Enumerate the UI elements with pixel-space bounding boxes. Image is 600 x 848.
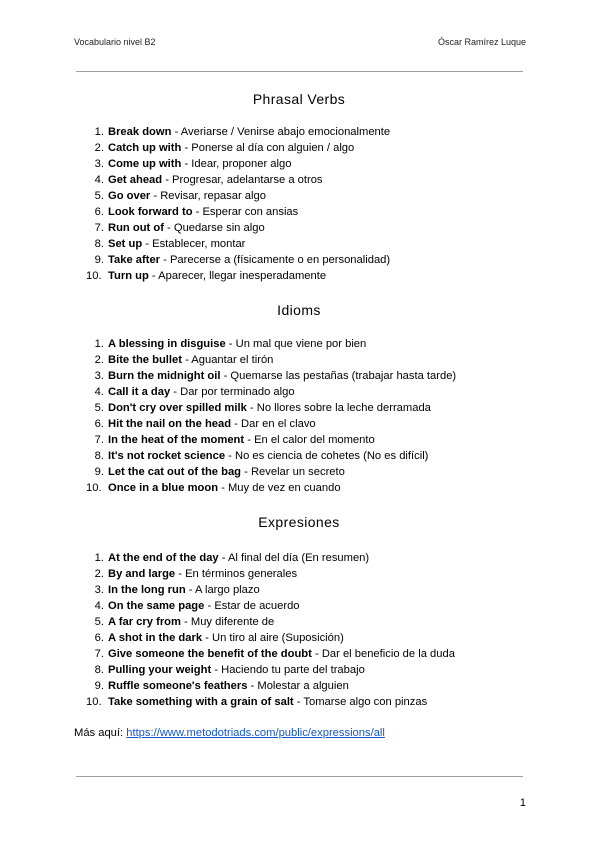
item-term: Burn the midnight oil bbox=[108, 370, 221, 382]
list-item bbox=[84, 464, 456, 480]
item-definition: - Muy diferente de bbox=[180, 616, 275, 628]
item-definition: - Revelar un secreto bbox=[241, 466, 345, 478]
item-definition: - Estar de acuerdo bbox=[204, 600, 300, 612]
item-term: At the end of the day bbox=[108, 552, 219, 564]
item-number: 5. bbox=[94, 190, 104, 202]
item-number: 4. bbox=[94, 174, 104, 186]
item-definition: - Quedarse sin algo bbox=[163, 222, 265, 234]
list-item bbox=[84, 236, 390, 252]
item-definition: - Parecerse a (físicamente o en personalidad) bbox=[160, 254, 391, 266]
item-number: 6. bbox=[94, 632, 104, 644]
idioms-list bbox=[84, 336, 456, 496]
list-item bbox=[84, 220, 390, 236]
item-term: Turn up bbox=[108, 270, 149, 282]
expresiones-list bbox=[84, 550, 455, 710]
list-item bbox=[84, 448, 456, 464]
item-number: 2. bbox=[94, 142, 104, 154]
item-term: Break down bbox=[108, 126, 172, 138]
item-definition: - Progresar, adelantarse a otros bbox=[162, 174, 323, 186]
item-number: 8. bbox=[94, 664, 104, 676]
item-definition: - Averiarse / Venirse abajo emocionalmente bbox=[171, 126, 391, 138]
list-item bbox=[84, 678, 455, 694]
item-term: Call it a day bbox=[108, 386, 171, 398]
item-number: 6. bbox=[94, 206, 104, 218]
more-info-label: Más aquí: bbox=[74, 727, 127, 739]
list-item bbox=[84, 432, 456, 448]
item-number: 2. bbox=[94, 354, 104, 366]
item-definition: - Aguantar el tirón bbox=[181, 354, 274, 366]
item-term: Don't cry over spilled milk bbox=[108, 402, 247, 414]
list-item bbox=[84, 582, 455, 598]
item-number: 10. bbox=[86, 482, 102, 494]
list-item bbox=[84, 480, 456, 496]
item-number: 7. bbox=[94, 648, 104, 660]
item-term: Get ahead bbox=[108, 174, 163, 186]
item-term: On the same page bbox=[108, 600, 205, 612]
item-number: 3. bbox=[94, 158, 104, 170]
list-item bbox=[84, 416, 456, 432]
list-item bbox=[84, 140, 390, 156]
item-term: A far cry from bbox=[108, 616, 181, 628]
list-item bbox=[84, 336, 456, 352]
item-definition: - Haciendo tu parte del trabajo bbox=[211, 664, 365, 676]
item-term: A blessing in disguise bbox=[108, 338, 226, 350]
item-number: 9. bbox=[94, 466, 104, 478]
item-term: Ruffle someone's feathers bbox=[108, 680, 248, 692]
item-number: 1. bbox=[94, 338, 104, 350]
item-number: 3. bbox=[94, 584, 104, 596]
item-definition: - Establecer, montar bbox=[142, 238, 246, 250]
list-item bbox=[84, 124, 390, 140]
item-definition: - Dar en el clavo bbox=[231, 418, 316, 430]
item-definition: - Quemarse las pestañas (trabajar hasta tarde) bbox=[220, 370, 457, 382]
more-info-line bbox=[74, 727, 385, 739]
item-term: Run out of bbox=[108, 222, 164, 234]
item-term: Catch up with bbox=[108, 142, 182, 154]
item-definition: - A largo plazo bbox=[185, 584, 260, 596]
page-number: 1 bbox=[519, 797, 526, 809]
item-term: Set up bbox=[108, 238, 143, 250]
item-number: 9. bbox=[94, 254, 104, 266]
list-item bbox=[84, 598, 455, 614]
list-item bbox=[84, 188, 390, 204]
item-term: Pulling your weight bbox=[108, 664, 212, 676]
item-term: Take something with a grain of salt bbox=[108, 696, 294, 708]
item-term: Hit the nail on the head bbox=[108, 418, 232, 430]
item-term: Take after bbox=[108, 254, 161, 266]
item-number: 4. bbox=[94, 600, 104, 612]
item-number: 4. bbox=[94, 386, 104, 398]
phrasal-verbs-list bbox=[84, 124, 390, 284]
list-item bbox=[84, 400, 456, 416]
more-info-link[interactable]: https://www.metodotriads.com/public/expressions/all bbox=[126, 727, 385, 739]
item-definition: - Al final del día (En resumen) bbox=[218, 552, 370, 564]
list-item bbox=[84, 614, 455, 630]
item-number: 8. bbox=[94, 238, 104, 250]
list-item bbox=[84, 630, 455, 646]
item-term: Bite the bullet bbox=[108, 354, 182, 366]
item-definition: - Esperar con ansias bbox=[192, 206, 299, 218]
item-number: 6. bbox=[94, 418, 104, 430]
item-definition: - Ponerse al día con alguien / algo bbox=[181, 142, 355, 154]
item-definition: - Dar por terminado algo bbox=[170, 386, 295, 398]
item-number: 1. bbox=[94, 126, 104, 138]
item-definition: - Idear, proponer algo bbox=[181, 158, 292, 170]
header-left-text: Vocabulario nivel B2 bbox=[74, 37, 156, 47]
item-number: 10. bbox=[86, 696, 102, 708]
list-item bbox=[84, 694, 455, 710]
item-definition: - En el calor del momento bbox=[244, 434, 375, 446]
item-number: 1. bbox=[94, 552, 104, 564]
list-item bbox=[84, 204, 390, 220]
header-divider bbox=[76, 71, 523, 72]
item-definition: - En términos generales bbox=[175, 568, 298, 580]
section-title-phrasal-verbs: Phrasal Verbs bbox=[252, 91, 346, 107]
list-item bbox=[84, 646, 455, 662]
item-definition: - No es ciencia de cohetes (No es difícil) bbox=[225, 450, 429, 462]
item-definition: - Un tiro al aire (Suposición) bbox=[202, 632, 344, 644]
item-definition: - Aparecer, llegar inesperadamente bbox=[148, 270, 327, 282]
list-item bbox=[84, 252, 390, 268]
section-title-expresiones: Expresiones bbox=[258, 514, 340, 530]
item-number: 7. bbox=[94, 434, 104, 446]
list-item bbox=[84, 156, 390, 172]
item-term: Look forward to bbox=[108, 206, 193, 218]
item-number: 9. bbox=[94, 680, 104, 692]
list-item bbox=[84, 566, 455, 582]
item-term: In the heat of the moment bbox=[108, 434, 245, 446]
item-definition: - No llores sobre la leche derramada bbox=[246, 402, 431, 414]
item-number: 7. bbox=[94, 222, 104, 234]
item-definition: - Muy de vez en cuando bbox=[218, 482, 341, 494]
item-number: 2. bbox=[94, 568, 104, 580]
list-item bbox=[84, 662, 455, 678]
item-definition: - Tomarse algo con pinzas bbox=[293, 696, 428, 708]
list-item bbox=[84, 352, 456, 368]
item-definition: - Molestar a alguien bbox=[247, 680, 349, 692]
list-item bbox=[84, 550, 455, 566]
item-term: Once in a blue moon bbox=[108, 482, 219, 494]
item-number: 5. bbox=[94, 402, 104, 414]
item-term: Give someone the benefit of the doubt bbox=[108, 648, 312, 660]
item-definition: - Dar el beneficio de la duda bbox=[311, 648, 455, 660]
item-definition: - Un mal que viene por bien bbox=[225, 338, 367, 350]
list-item bbox=[84, 268, 390, 284]
section-title-idioms: Idioms bbox=[277, 302, 321, 318]
footer-divider bbox=[76, 776, 523, 777]
header-author-text: Óscar Ramírez Luque bbox=[437, 37, 526, 47]
list-item bbox=[84, 384, 456, 400]
item-term: It's not rocket science bbox=[108, 450, 226, 462]
item-term: Go over bbox=[108, 190, 151, 202]
item-term: Let the cat out of the bag bbox=[108, 466, 242, 478]
list-item bbox=[84, 368, 456, 384]
item-definition: - Revisar, repasar algo bbox=[150, 190, 266, 202]
item-number: 3. bbox=[94, 370, 104, 382]
item-term: A shot in the dark bbox=[108, 632, 203, 644]
item-term: In the long run bbox=[108, 584, 186, 596]
item-number: 5. bbox=[94, 616, 104, 628]
item-number: 10. bbox=[86, 270, 102, 282]
item-term: Come up with bbox=[108, 158, 182, 170]
list-item bbox=[84, 172, 390, 188]
item-number: 8. bbox=[94, 450, 104, 462]
item-term: By and large bbox=[108, 568, 176, 580]
